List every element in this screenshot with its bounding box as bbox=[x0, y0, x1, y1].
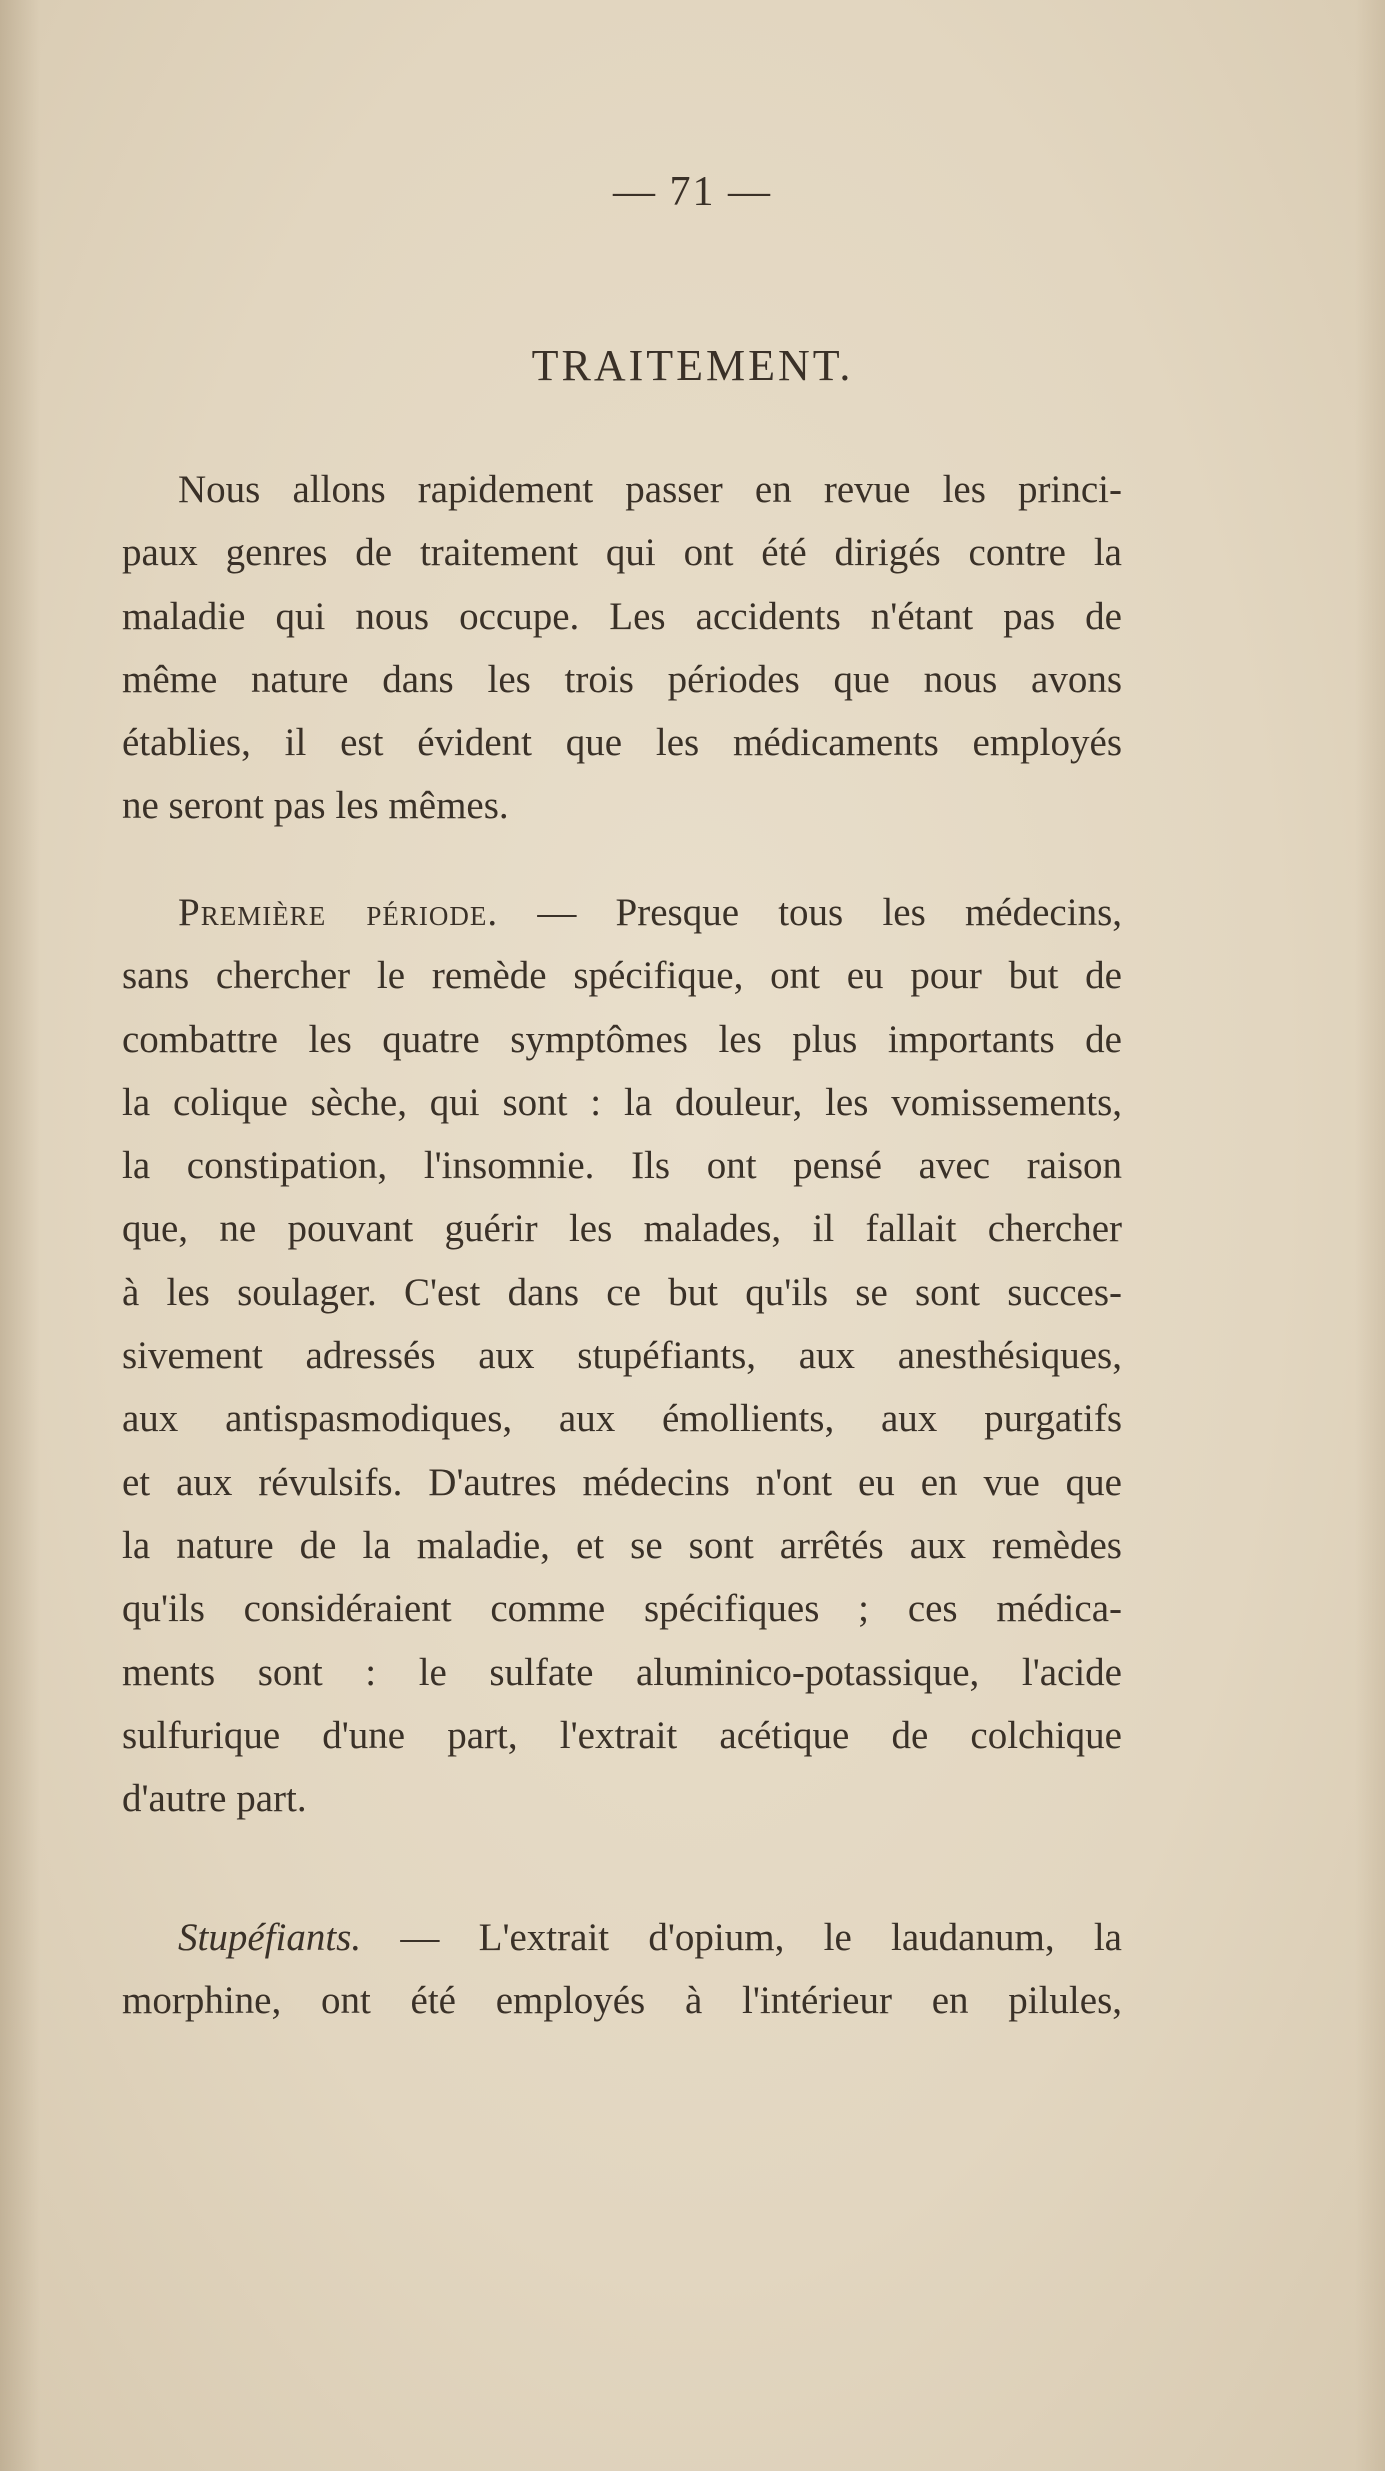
text-line: sulfurique d'une part, l'extrait acétique de colchique bbox=[122, 1713, 1122, 1757]
text-line: sans chercher le remède spécifique, ont eu pour but de bbox=[122, 954, 1122, 998]
paragraph-premiere-periode bbox=[122, 881, 1122, 1830]
paragraph-introduction bbox=[122, 458, 1122, 838]
text-line: la nature de la maladie, et se sont arrêtés aux remèdes bbox=[122, 1523, 1122, 1567]
text-line: aux antispasmodiques, aux émollients, aux purgatifs bbox=[122, 1397, 1122, 1441]
text-line: la constipation, l'insomnie. Ils ont pensé avec raison bbox=[122, 1144, 1122, 1188]
text-run: — L'extrait d'opium, le laudanum, la bbox=[361, 1916, 1122, 1959]
text-line: Nous allons rapidement passer en revue les princi- bbox=[178, 468, 1122, 511]
text-line: sivement adressés aux stupéfiants, aux anesthésiques, bbox=[122, 1334, 1122, 1378]
text-line: maladie qui nous occupe. Les accidents n'étant pas de bbox=[122, 594, 1122, 638]
text-line: que, ne pouvant guérir les malades, il fallait chercher bbox=[122, 1207, 1122, 1251]
text-line: morphine, ont été employés à l'intérieur en pilules, bbox=[122, 1979, 1122, 2023]
text-line: combattre les quatre symptômes les plus importants de bbox=[122, 1017, 1122, 1061]
run-in-heading-premiere-periode: Première période. bbox=[178, 891, 499, 934]
text-line: à les soulager. C'est dans ce but qu'ils se sont succes- bbox=[122, 1270, 1122, 1314]
text-line: établies, il est évident que les médicaments employés bbox=[122, 721, 1122, 765]
text-line: la colique sèche, qui sont : la douleur, les vomissements, bbox=[122, 1080, 1122, 1124]
text-line-with-heading bbox=[122, 1906, 1122, 1969]
text-line: même nature dans les trois périodes que nous avons bbox=[122, 657, 1122, 701]
paragraph-stupefiants bbox=[122, 1906, 1122, 2033]
section-title: TRAITEMENT. bbox=[531, 341, 854, 390]
text-line: et aux révulsifs. D'autres médecins n'ont eu en vue que bbox=[122, 1460, 1122, 1504]
page-number: — 71 — bbox=[613, 169, 772, 215]
run-in-heading-stupefiants: Stupéfiants. bbox=[178, 1916, 362, 1959]
text-run: — Presque tous les médecins, bbox=[498, 891, 1122, 934]
text-line: qu'ils considéraient comme spécifiques ; ces médica- bbox=[122, 1587, 1122, 1631]
text-line-with-heading bbox=[122, 881, 1122, 944]
text-line: d'autre part. bbox=[122, 1777, 307, 1821]
text-line: paux genres de traitement qui ont été dirigés contre la bbox=[122, 531, 1122, 575]
text-line: ments sont : le sulfate aluminico-potassique, l'acide bbox=[122, 1650, 1122, 1694]
text-line: ne seront pas les mêmes. bbox=[122, 784, 509, 828]
